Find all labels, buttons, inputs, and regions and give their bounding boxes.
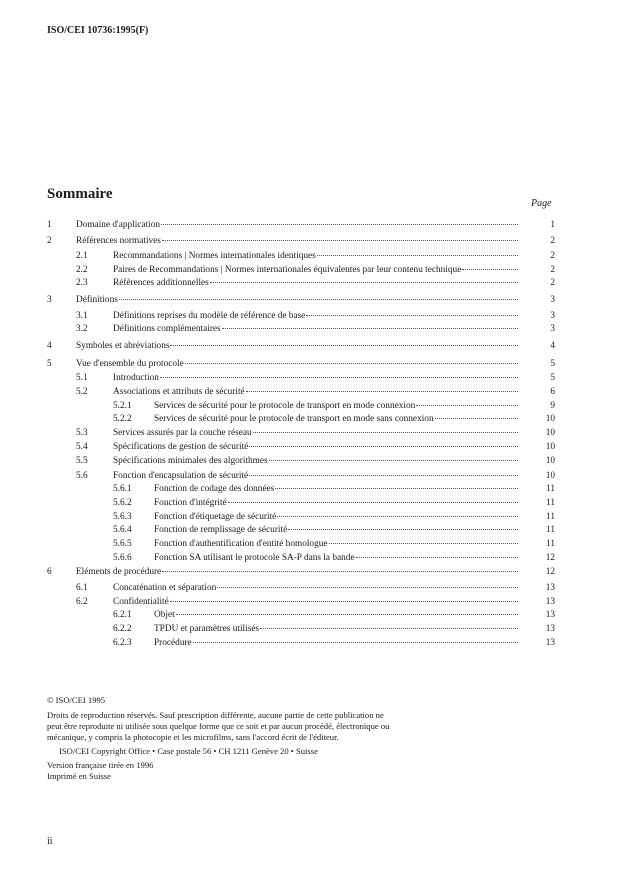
toc-number: 5.6 bbox=[76, 471, 88, 481]
toc-leader-dots bbox=[462, 269, 518, 270]
toc-label[interactable]: Recommandations | Normes internationales identiques bbox=[113, 251, 316, 261]
toc-page-number: 13 bbox=[545, 624, 555, 634]
toc-page-number: 5 bbox=[550, 359, 555, 369]
toc-leader-dots bbox=[269, 460, 518, 461]
toc-leader-dots bbox=[210, 282, 518, 283]
toc-leader-dots bbox=[260, 628, 518, 629]
toc-number: 5.3 bbox=[76, 428, 88, 438]
toc-leader-dots bbox=[228, 502, 518, 503]
toc-page-number: 11 bbox=[546, 539, 555, 549]
toc-label[interactable]: Domaine d'application bbox=[76, 220, 161, 230]
toc-leader-dots bbox=[217, 587, 518, 588]
toc-page-number: 4 bbox=[550, 341, 555, 351]
toc-page-number: 13 bbox=[545, 597, 555, 607]
toc-page-number: 10 bbox=[545, 414, 555, 424]
toc-leader-dots bbox=[416, 405, 518, 406]
copyright-rights: Droits de reproduction réservés. Sauf prescription différente, aucune partie de cette publication ne peut être reproduite ni utilisée sous quelque forme que ce soit et par aucun procédé, électronique ou mécanique, y compris la photocopie et les microfilms, sans l'accord écrit de l'éditeur. bbox=[47, 710, 390, 742]
toc-number: 5.6.5 bbox=[113, 539, 132, 549]
toc-number: 5.4 bbox=[76, 442, 88, 452]
toc-row[interactable] bbox=[0, 566, 621, 579]
toc-label[interactable]: Confidentialité bbox=[113, 597, 169, 607]
toc-leader-dots bbox=[185, 363, 518, 364]
toc-leader-dots bbox=[162, 240, 518, 241]
toc-row[interactable] bbox=[0, 310, 621, 323]
toc-row[interactable] bbox=[0, 294, 621, 307]
toc-page-number: 10 bbox=[545, 471, 555, 481]
toc-number: 1 bbox=[47, 220, 52, 230]
toc-page-number: 10 bbox=[545, 428, 555, 438]
toc-number: 5.2.2 bbox=[113, 414, 132, 424]
toc-leader-dots bbox=[253, 432, 518, 433]
toc-page-number: 3 bbox=[550, 295, 555, 305]
toc-label[interactable]: Spécifications minimales des algorithmes bbox=[113, 456, 268, 466]
toc-leader-dots bbox=[162, 571, 518, 572]
toc-number: 3 bbox=[47, 295, 52, 305]
toc-label[interactable]: Fonction d'authentification d'entité homologue bbox=[154, 539, 328, 549]
toc-page-number: 5 bbox=[550, 373, 555, 383]
toc-leader-dots bbox=[222, 328, 518, 329]
toc-number: 6.2.2 bbox=[113, 624, 132, 634]
toc-label[interactable]: Définitions complémentaires bbox=[113, 324, 221, 334]
toc-number: 5.2.1 bbox=[113, 401, 132, 411]
toc-row[interactable] bbox=[0, 413, 621, 426]
toc-page-number: 1 bbox=[550, 220, 555, 230]
toc-row[interactable] bbox=[0, 323, 621, 336]
toc-row[interactable] bbox=[0, 623, 621, 636]
toc-label[interactable]: Fonction d'étiquetage de sécurité bbox=[154, 512, 277, 522]
toc-row[interactable] bbox=[0, 358, 621, 371]
toc-label[interactable]: Symboles et abréviations bbox=[76, 341, 170, 351]
toc-label[interactable]: Services de sécurité pour le protocole de transport en mode sans connexion bbox=[154, 414, 434, 424]
toc-label[interactable]: Fonction SA utilisant le protocole SA-P dans la bande bbox=[154, 553, 355, 563]
toc-label[interactable]: Références additionnelles bbox=[113, 278, 209, 288]
toc-row[interactable] bbox=[0, 596, 621, 609]
toc-row[interactable] bbox=[0, 455, 621, 468]
toc-label[interactable]: Définitions reprises du modèle de référence de base bbox=[113, 311, 306, 321]
toc-number: 6.2.1 bbox=[113, 610, 132, 620]
toc-label[interactable]: Fonction de remplissage de sécurité bbox=[154, 525, 288, 535]
toc-number: 6.2.3 bbox=[113, 638, 132, 648]
toc-row[interactable] bbox=[0, 264, 621, 277]
toc-row[interactable] bbox=[0, 524, 621, 537]
toc-page-number: 13 bbox=[545, 638, 555, 648]
toc-number: 2.3 bbox=[76, 278, 88, 288]
toc-row[interactable] bbox=[0, 441, 621, 454]
toc-row[interactable] bbox=[0, 552, 621, 565]
toc-number: 5.2 bbox=[76, 387, 88, 397]
copyright-printed: Imprimé en Suisse bbox=[47, 771, 111, 781]
toc-row[interactable] bbox=[0, 277, 621, 290]
toc-leader-dots bbox=[306, 315, 518, 316]
toc-leader-dots bbox=[435, 418, 518, 419]
toc-row[interactable] bbox=[0, 219, 621, 232]
toc-number: 6.1 bbox=[76, 583, 88, 593]
toc-number: 3.2 bbox=[76, 324, 88, 334]
toc-leader-dots bbox=[170, 345, 518, 346]
toc-row[interactable] bbox=[0, 372, 621, 385]
toc-leader-dots bbox=[356, 557, 518, 558]
toc-row[interactable] bbox=[0, 386, 621, 399]
toc-page-number: 3 bbox=[550, 311, 555, 321]
toc-label[interactable]: Fonction de codage des données bbox=[154, 484, 275, 494]
toc-number: 6.2 bbox=[76, 597, 88, 607]
toc-label[interactable]: TPDU et paramètres utilisés bbox=[154, 624, 260, 634]
toc-row[interactable] bbox=[0, 582, 621, 595]
toc-leader-dots bbox=[249, 475, 518, 476]
toc-number: 2.2 bbox=[76, 265, 88, 275]
toc-page-number: 12 bbox=[545, 553, 555, 563]
toc-number: 5.6.3 bbox=[113, 512, 132, 522]
toc-number: 2.1 bbox=[76, 251, 88, 261]
toc-row[interactable] bbox=[0, 235, 621, 248]
toc-number: 5.6.2 bbox=[113, 498, 132, 508]
toc-leader-dots bbox=[288, 529, 518, 530]
toc-number: 4 bbox=[47, 341, 52, 351]
toc-number: 5.6.4 bbox=[113, 525, 132, 535]
toc-label[interactable]: Services assurés par la couche réseau bbox=[113, 428, 252, 438]
toc-number: 5.6.1 bbox=[113, 484, 132, 494]
toc-label[interactable]: Concaténation et séparation bbox=[113, 583, 217, 593]
toc-row[interactable] bbox=[0, 637, 621, 650]
toc-label[interactable]: Introduction bbox=[113, 373, 159, 383]
toc-page-number: 9 bbox=[550, 401, 555, 411]
toc-page-number: 2 bbox=[550, 265, 555, 275]
toc-page-number: 6 bbox=[550, 387, 555, 397]
toc-leader-dots bbox=[275, 488, 518, 489]
document-id-header: ISO/CEI 10736:1995(F) bbox=[47, 25, 149, 36]
toc-label[interactable]: Objet bbox=[154, 610, 175, 620]
toc-page-number: 11 bbox=[546, 498, 555, 508]
toc-label[interactable]: Services de sécurité pour le protocole de transport en mode connexion bbox=[154, 401, 416, 411]
copyright-version: Version française tirée en 1996 bbox=[47, 760, 154, 770]
toc-label[interactable]: Fonction d'intégrité bbox=[154, 498, 227, 508]
toc-label[interactable]: Vue d'ensemble du protocole bbox=[76, 359, 184, 369]
toc-number: 5.6.6 bbox=[113, 553, 132, 563]
toc-leader-dots bbox=[161, 224, 518, 225]
toc-page-number: 10 bbox=[545, 442, 555, 452]
toc-leader-dots bbox=[160, 377, 518, 378]
toc-row[interactable] bbox=[0, 511, 621, 524]
toc-page-number: 2 bbox=[550, 236, 555, 246]
toc-page-number: 2 bbox=[550, 251, 555, 261]
toc-number: 3.1 bbox=[76, 311, 88, 321]
toc-page-number: 10 bbox=[545, 456, 555, 466]
toc-page-number: 11 bbox=[546, 525, 555, 535]
toc-page-number: 11 bbox=[546, 484, 555, 494]
copyright-office: ISO/CEI Copyright Office • Case postale 56 • CH 1211 Genève 20 • Suisse bbox=[59, 746, 318, 756]
toc-number: 6 bbox=[47, 567, 52, 577]
copyright-year: © ISO/CEI 1995 bbox=[47, 695, 106, 705]
toc-leader-dots bbox=[193, 642, 518, 643]
toc-page-number: 2 bbox=[550, 278, 555, 288]
toc-row[interactable] bbox=[0, 427, 621, 440]
toc-leader-dots bbox=[329, 543, 519, 544]
toc-number: 5 bbox=[47, 359, 52, 369]
toc-label[interactable]: Procédure bbox=[154, 638, 192, 648]
toc-leader-dots bbox=[277, 516, 518, 517]
toc-label[interactable]: Références normatives bbox=[76, 236, 161, 246]
toc-number: 5.5 bbox=[76, 456, 88, 466]
toc-page-number: 12 bbox=[545, 567, 555, 577]
toc-leader-dots bbox=[176, 614, 518, 615]
toc-number: 2 bbox=[47, 236, 52, 246]
toc-row[interactable] bbox=[0, 340, 621, 353]
page-number: ii bbox=[47, 836, 53, 847]
toc-page-number: 13 bbox=[545, 583, 555, 593]
toc-page-number: 3 bbox=[550, 324, 555, 334]
toc-page-number: 13 bbox=[545, 610, 555, 620]
toc-row[interactable] bbox=[0, 538, 621, 551]
toc-label[interactable]: Définitions bbox=[76, 295, 118, 305]
toc-label[interactable]: Associations et attributs de sécurité bbox=[113, 387, 245, 397]
toc-row[interactable] bbox=[0, 497, 621, 510]
toc-row[interactable] bbox=[0, 250, 621, 263]
toc-leader-dots bbox=[170, 601, 518, 602]
copyright-notice bbox=[47, 695, 397, 782]
toc-label[interactable]: Eléments de procédure bbox=[76, 567, 162, 577]
toc-leader-dots bbox=[317, 255, 518, 256]
page-column-heading: Page bbox=[531, 198, 552, 209]
page-title: Sommaire bbox=[47, 186, 113, 202]
toc-number: 5.1 bbox=[76, 373, 88, 383]
toc-page-number: 11 bbox=[546, 512, 555, 522]
toc-row[interactable] bbox=[0, 609, 621, 622]
toc-label[interactable]: Paires de Recommandations | Normes internationales équivalentes par leur contenu technique bbox=[113, 265, 462, 275]
toc-row[interactable] bbox=[0, 400, 621, 413]
toc-label[interactable]: Fonction d'encapsulation de sécurité bbox=[113, 471, 249, 481]
toc-leader-dots bbox=[246, 391, 518, 392]
toc-row[interactable] bbox=[0, 483, 621, 496]
toc-row[interactable] bbox=[0, 470, 621, 483]
toc-leader-dots bbox=[249, 446, 518, 447]
toc-leader-dots bbox=[119, 299, 518, 300]
toc-label[interactable]: Spécifications de gestion de sécurité bbox=[113, 442, 249, 452]
